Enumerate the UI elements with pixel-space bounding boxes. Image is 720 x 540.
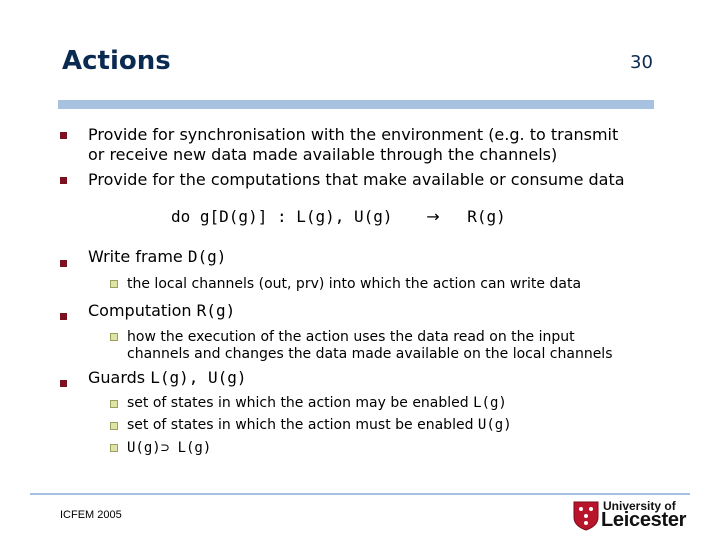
footer-rule [30, 493, 690, 495]
guards-heading [88, 368, 247, 388]
sub-bullet-marker [110, 280, 118, 288]
action-syntax [171, 207, 506, 226]
write-frame-code: D(g) [187, 247, 227, 266]
computation-label: Computation [88, 301, 192, 320]
guard-must-description [127, 417, 512, 434]
footer-conference: ICFEM 2005 [60, 509, 122, 521]
university-shield-icon [573, 501, 599, 535]
bullet-marker [60, 132, 67, 139]
title-rule [58, 100, 654, 109]
bullet-marker [60, 260, 67, 267]
write-frame-description: the local channels (out, prv) into which the action can write data [127, 276, 582, 292]
guards-label: Guards [88, 368, 146, 387]
bullet-text: Provide for the computations that make available or consume data [88, 170, 625, 189]
guards-code: L(g), U(g) [150, 368, 247, 387]
guard-relation: U(g)⊃ L(g) [127, 440, 212, 456]
slide-title: Actions [62, 46, 171, 76]
guard-must-code: U(g) [477, 417, 512, 433]
sub-bullet-marker [110, 444, 118, 452]
bullet-text: Provide for synchronisation with the environment (e.g. to transmit [88, 125, 619, 144]
logo-text-bottom: Leicester [601, 509, 687, 531]
bullet-marker [60, 380, 67, 387]
write-frame-label: Write frame [88, 247, 183, 266]
computation-code: R(g) [196, 301, 236, 320]
bullet-marker [60, 313, 67, 320]
action-syntax-left: do g[D(g)] : L(g), U(g) [171, 207, 393, 226]
arrow-icon: → [426, 207, 440, 226]
bullet-marker [60, 177, 67, 184]
guard-may-description [127, 395, 507, 412]
slide-number: 30 [630, 52, 653, 73]
computation-description: channels and changes the data made available on the local channels [127, 346, 613, 362]
logo-text-top: University of [603, 499, 676, 513]
sub-bullet-marker [110, 400, 118, 408]
computation-description: how the execution of the action uses the data read on the input [127, 329, 575, 345]
bullet-text: or receive new data made available through the channels) [88, 145, 558, 164]
sub-bullet-marker [110, 422, 118, 430]
action-syntax-right: R(g) [467, 207, 506, 226]
sub-bullet-marker [110, 333, 118, 341]
guard-may-code: L(g) [473, 395, 507, 411]
guard-must-text: set of states in which the action must be enabled [127, 417, 474, 433]
write-frame-heading [88, 247, 226, 267]
guard-may-text: set of states in which the action may be enabled [127, 395, 469, 411]
computation-heading [88, 301, 235, 321]
